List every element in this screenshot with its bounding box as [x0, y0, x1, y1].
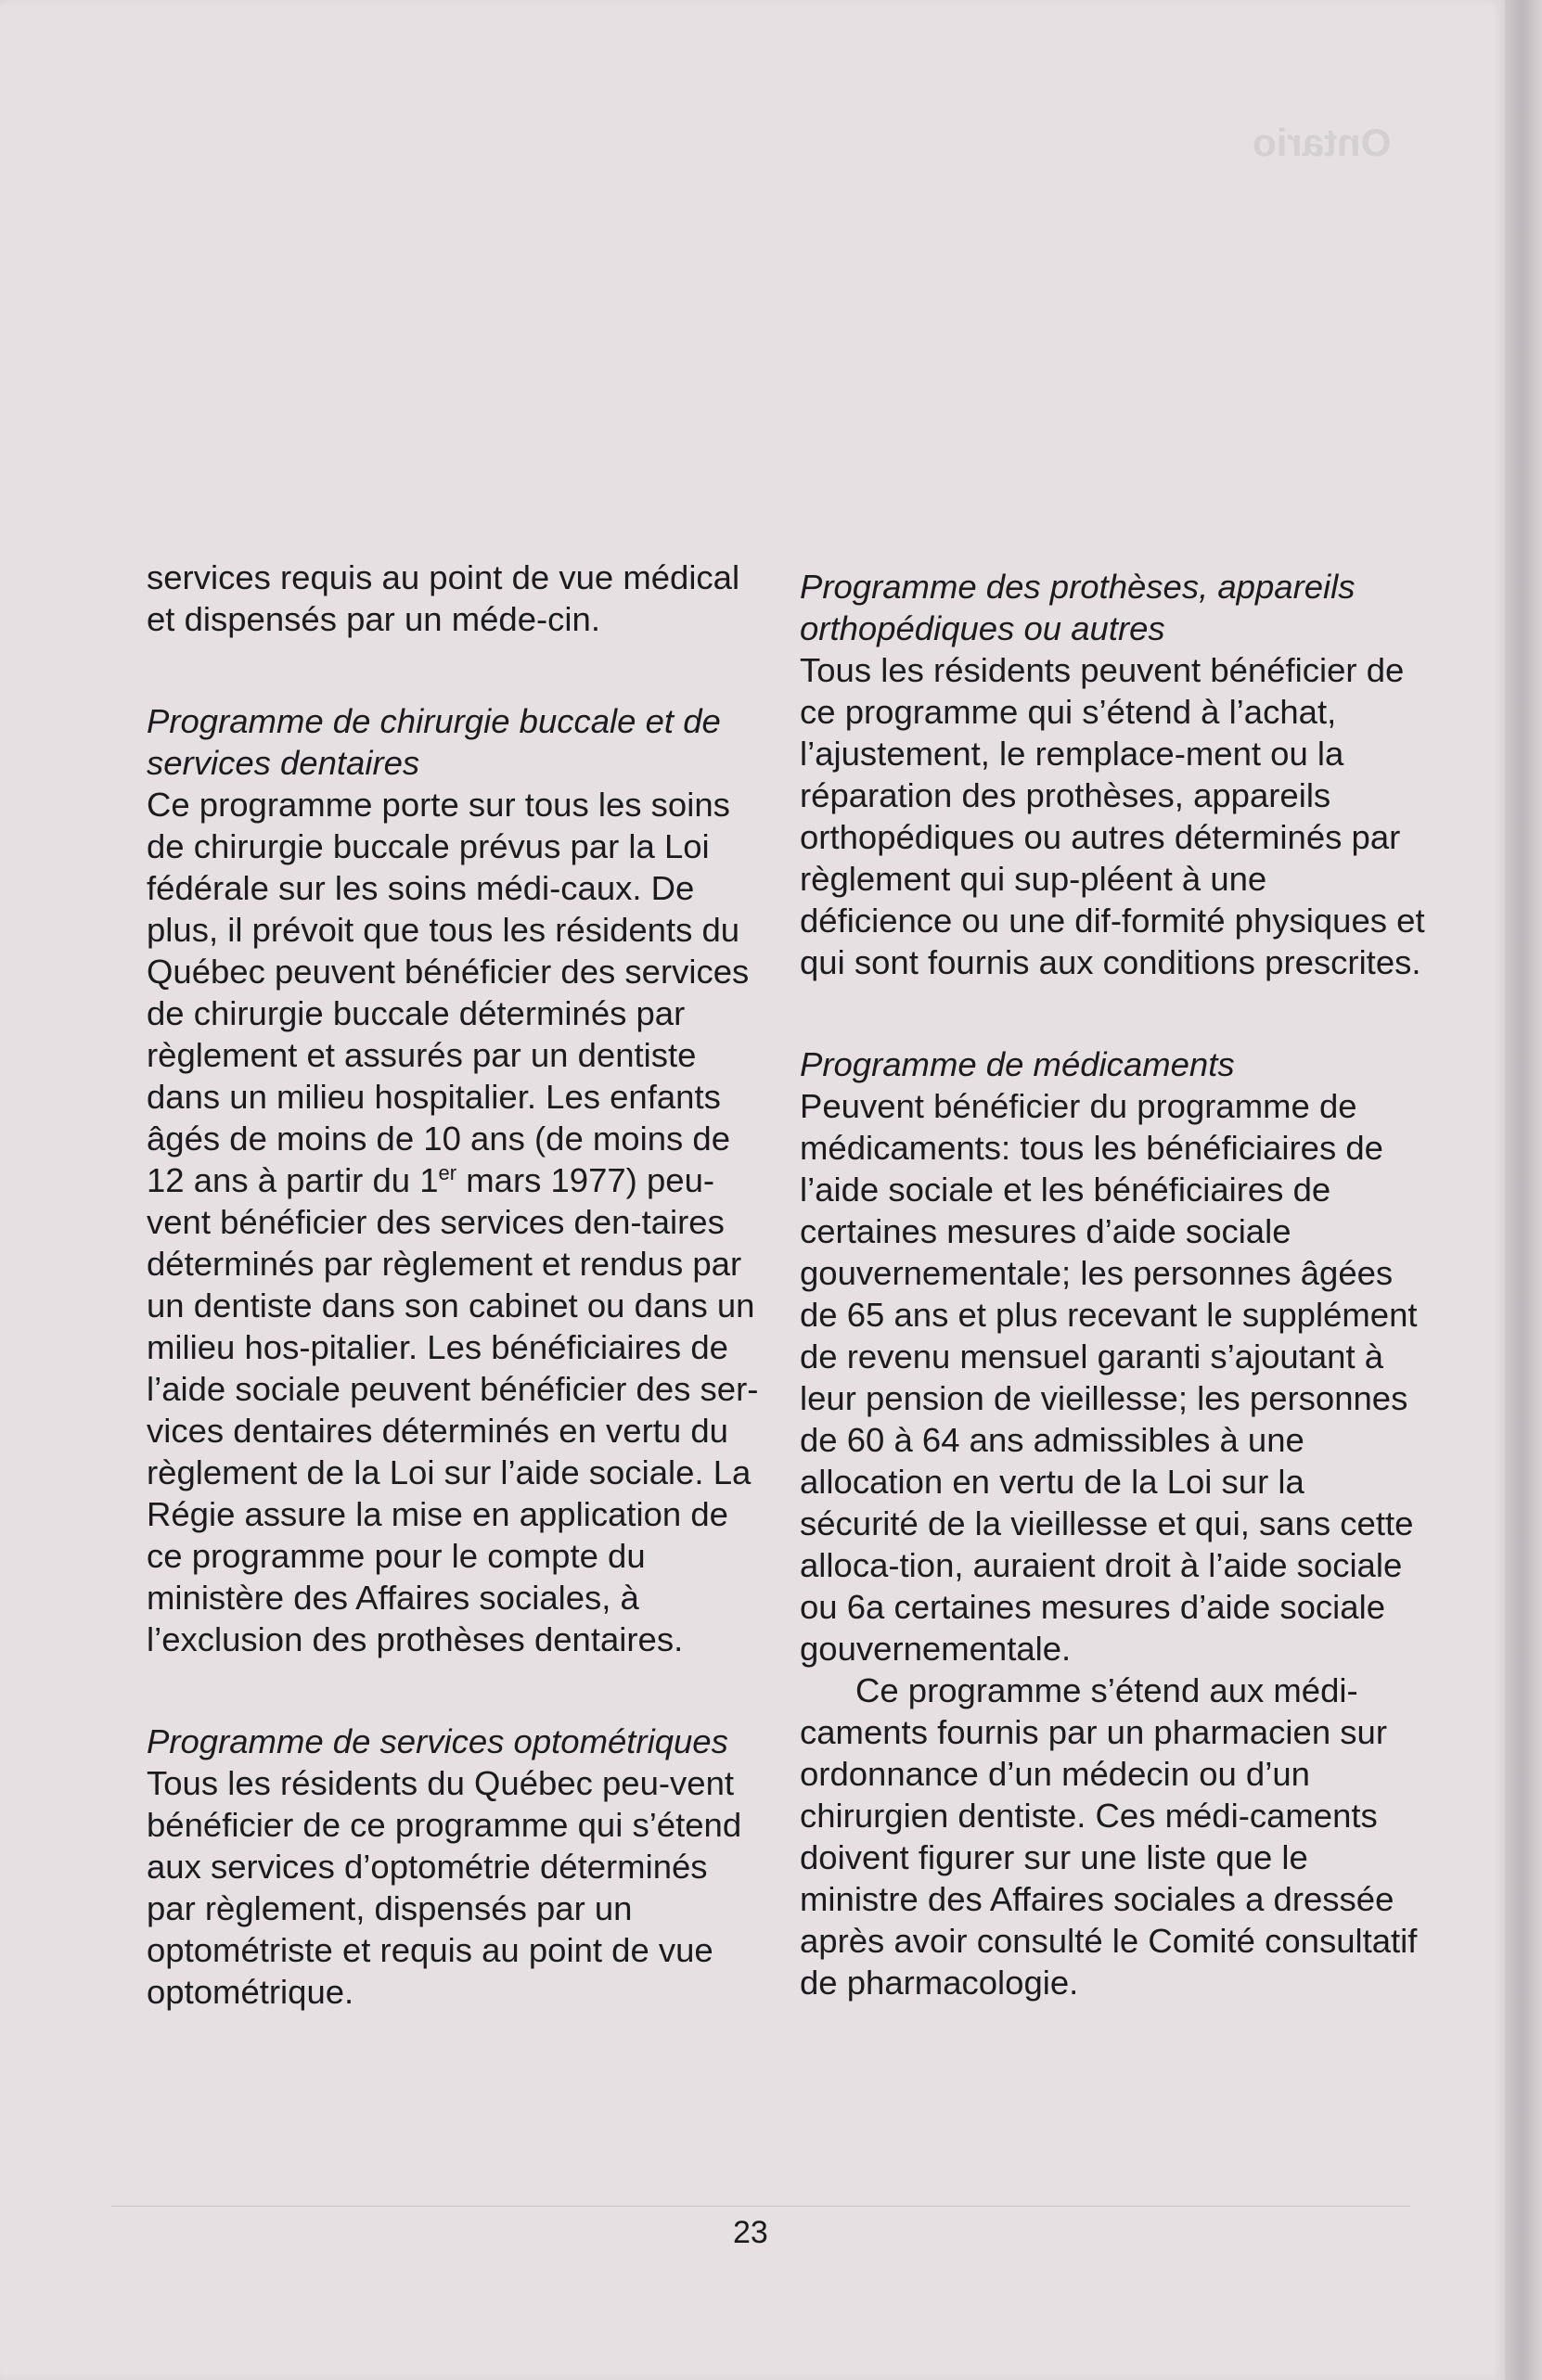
left-column [147, 557, 759, 2013]
right-column [800, 566, 1426, 2003]
optometric-paragraph: Tous les résidents du Québec peu-vent bénéficier de ce programme qui s’étend aux services d’optométrie déterminés par règlement, dispensés par un optométriste et requis au point de vue optométrique. [147, 1764, 742, 2011]
drugs-heading: Programme de médicaments [800, 1045, 1235, 1083]
drugs-paragraph: Peuvent bénéficier du programme de médicaments: tous les bénéficiaires de l’aide sociale et les bénéficiaires de certaines mesures d’aide sociale gouvernementale; les personnes âgées de 65 ans et plus recevant le supplément de revenu mensuel garanti s’ajoutant à leur pension de vieillesse; les personnes de 60 à 64 ans admissibles à une allocation en vertu de la Loi sur la sécurité de la vieillesse et qui, sans cette alloca-tion, auraient droit à l’aide sociale ou 6a certaines mesures d’aide sociale gouvernementale. [800, 1087, 1418, 1668]
dental-heading: Programme de chirurgie buccale et de services dentaires [147, 702, 721, 782]
page-edge [1505, 0, 1542, 2380]
intro-paragraph: services requis au point de vue médical et dispensés par un méde-cin. [147, 558, 740, 638]
prosthesis-heading: Programme des prothèses, appareils orthopédiques ou autres [800, 568, 1356, 647]
show-through-header: Ontario [1253, 121, 1392, 164]
prosthesis-paragraph: Tous les résidents peuvent bénéficier de ce programme qui s’étend à l’achat, l’ajustement, le remplace-ment ou la réparation des prothèses, appareils orthopédiques ou autres déterminés par règlement qui sup-pléent à une déficience ou une dif-formité physiques et qui sont fournis aux conditions prescrites. [800, 651, 1425, 981]
dental-paragraph: Ce programme porte sur tous les soins de chirurgie buccale prévus par la Loi fédérale sur les soins médi-caux. De plus, il prévoit que tous les résidents du Québec peuvent bénéficier des services de chirurgie buccale déterminés par règlement et assurés par un dentiste dans un milieu hospitalier. Les enfants âgés de moins de 10 ans (de moins de 12 ans à partir du 1er mars 1977) peu-vent bénéficier des services den-taires déterminés par règlement et rendus par un dentiste dans son cabinet ou dans un milieu hos-pitalier. Les bénéficiaires de l’aide sociale peuvent bénéficier des ser-vices dentaires déterminés en vertu du règlement de la Loi sur l’aide sociale. La Régie assure la mise en application de ce programme pour le compte du ministère des Affaires sociales, à l’exclusion des prothèses dentaires. [147, 786, 759, 1658]
optometric-heading: Programme de services optométriques [147, 1722, 728, 1760]
drugs-paragraph-2: Ce programme s’étend aux médi-caments fournis par un pharmacien sur ordonnance d’un médecin ou d’un chirurgien dentiste. Ces médi-caments doivent figurer sur une liste que le ministre des Affaires sociales a dressée après avoir consulté le Comité consultatif de pharmacologie. [800, 1671, 1418, 2002]
page-number: 23 [733, 2215, 768, 2250]
show-through-rule [111, 2206, 1410, 2207]
